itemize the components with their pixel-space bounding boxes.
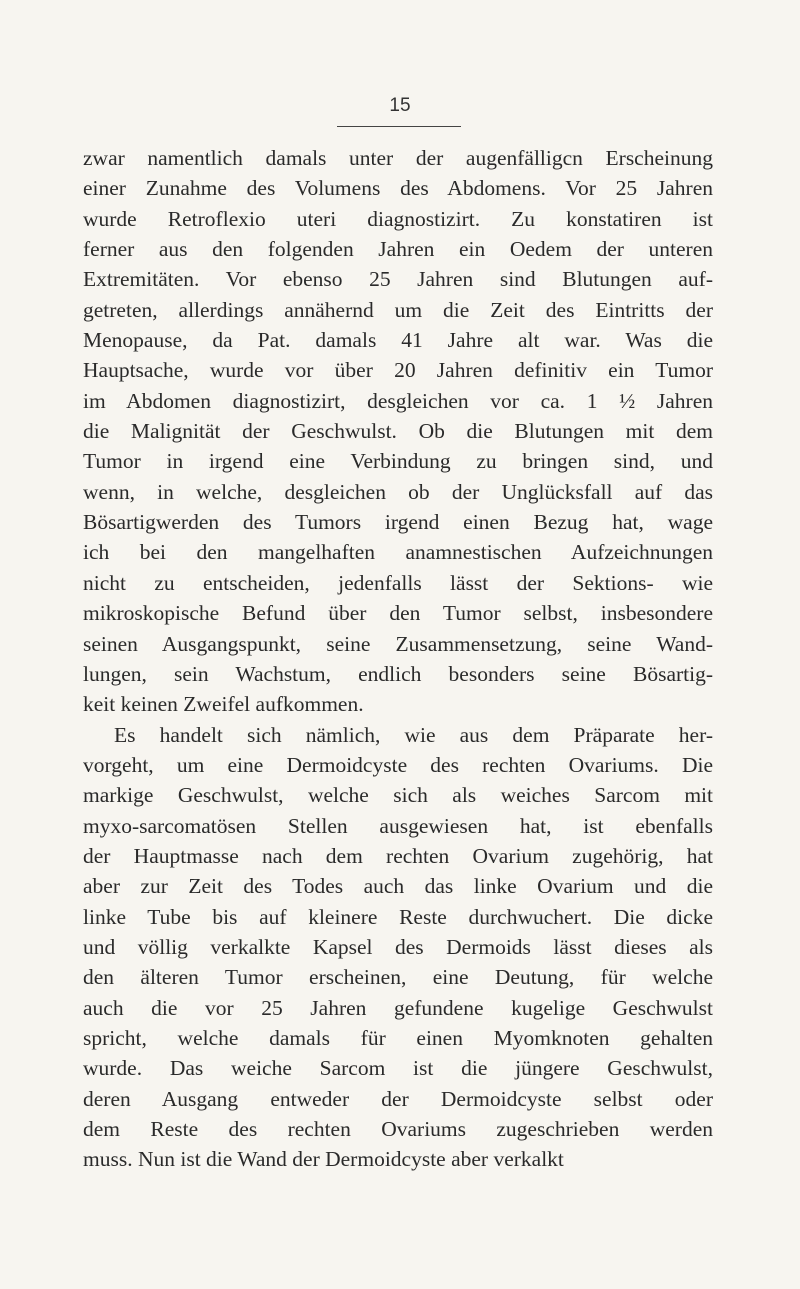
paragraph (83, 720, 713, 1175)
text-line: deren Ausgang entweder der Dermoidcyste selbst oder (83, 1086, 713, 1111)
text-line: dem Reste des rechten Ovariums zugeschrieben werden (83, 1117, 713, 1141)
body-text (83, 143, 713, 1175)
text-line: ich bei den mangelhaften anamnestischen Aufzeichnungen (83, 540, 713, 565)
text-line: einer Zunahme des Volumens des Abdomens. Vor 25 Jahren (83, 176, 713, 201)
text-line: vorgeht, um eine Dermoidcyste des rechten Ovariums. Die (83, 752, 713, 777)
text-line: die Malignität der Geschwulst. Ob die Blutungen mit dem (83, 419, 713, 444)
text-line: der Hauptmasse nach dem rechten Ovarium zugehörig, hat (83, 843, 713, 868)
paragraph (83, 143, 713, 720)
text-line: aber zur Zeit des Todes auch das linke Ovarium und die (83, 874, 713, 899)
text-line: im Abdomen diagnostizirt, desgleichen vor ca. 1 ½ Jahren (83, 388, 713, 413)
text-line: mikroskopische Befund über den Tumor selbst, insbesondere (83, 601, 713, 626)
text-line: markige Geschwulst, welche sich als weiches Sarcom mit (83, 783, 713, 808)
text-line: seinen Ausgangspunkt, seine Zusammensetzung, seine Wand- (83, 631, 713, 656)
page-number: 15 (389, 95, 411, 116)
text-line: linke Tube bis auf kleinere Reste durchwuchert. Die dicke (83, 904, 713, 929)
text-line: den älteren Tumor erscheinen, eine Deutung, für welche (83, 965, 713, 990)
text-line: Es handelt sich nämlich, wie aus dem Präparate her- (114, 722, 713, 747)
text-line: Bösartigwerden des Tumors irgend einen Bezug hat, wage (83, 510, 713, 535)
text-line: getreten, allerdings annähernd um die Zeit des Eintritts der (83, 297, 713, 322)
text-line: nicht zu entscheiden, jedenfalls lässt der Sektions- wie (83, 570, 713, 595)
text-line: wurde. Das weiche Sarcom ist die jüngere Geschwulst, (83, 1056, 713, 1081)
header-rule (337, 126, 461, 127)
text-line: muss. Nun ist die Wand der Dermoidcyste aber verkalkt (83, 1147, 564, 1172)
text-line: lungen, sein Wachstum, endlich besonders seine Bösartig- (83, 661, 713, 686)
text-line: Hauptsache, wurde vor über 20 Jahren definitiv ein Tumor (83, 358, 713, 383)
text-line: Menopause, da Pat. damals 41 Jahre alt war. Was die (83, 328, 713, 353)
text-line: wurde Retroflexio uteri diagnostizirt. Zu konstatiren ist (83, 206, 713, 231)
text-line: auch die vor 25 Jahren gefundene kugelige Geschwulst (83, 995, 713, 1020)
text-line: spricht, welche damals für einen Myomknoten gehalten (83, 1025, 713, 1050)
text-line: Tumor in irgend eine Verbindung zu bringen sind, und (83, 449, 713, 474)
text-line: myxo-sarcomatösen Stellen ausgewiesen hat, ist ebenfalls (83, 813, 713, 838)
text-line: zwar namentlich damals unter der augenfälligcn Erscheinung (83, 146, 713, 170)
text-line: ferner aus den folgenden Jahren ein Oedem der unteren (83, 237, 713, 262)
text-line: Extremitäten. Vor ebenso 25 Jahren sind Blutungen auf- (83, 267, 713, 292)
text-line: keit keinen Zweifel aufkommen. (83, 692, 364, 717)
text-line: und völlig verkalkte Kapsel des Dermoids lässt dieses als (83, 934, 713, 959)
text-line: wenn, in welche, desgleichen ob der Unglücksfall auf das (83, 479, 713, 504)
